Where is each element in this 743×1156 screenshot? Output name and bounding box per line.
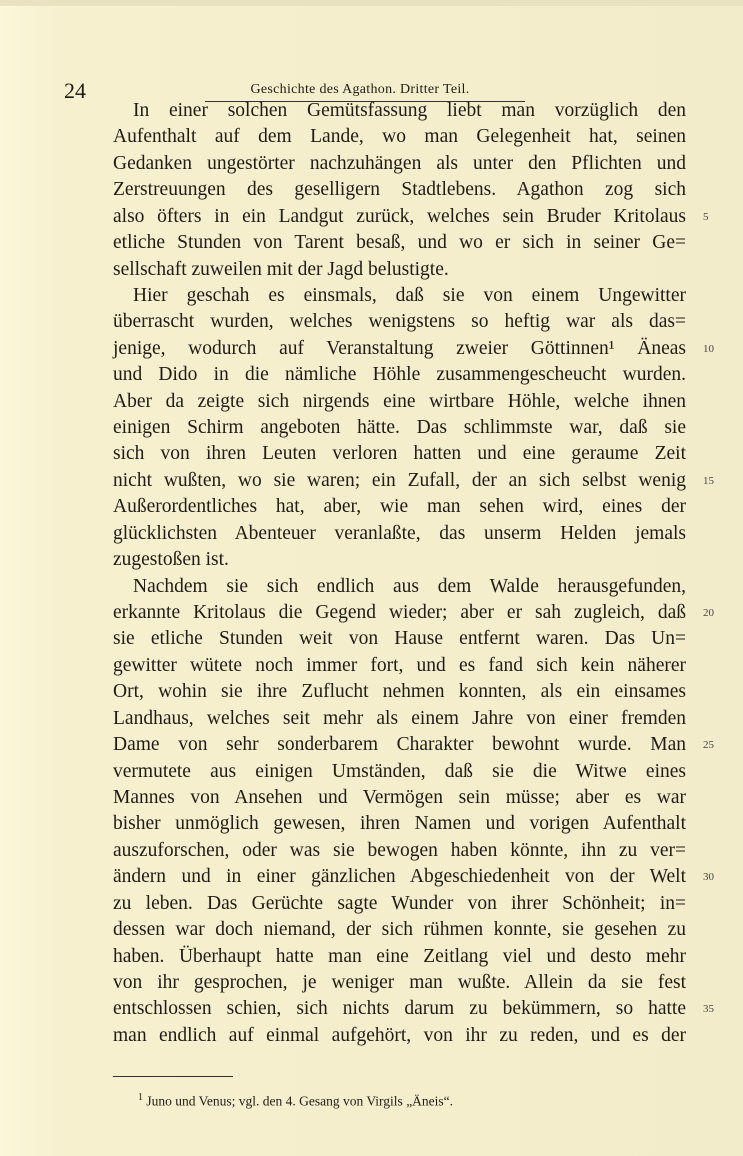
text-line (113, 944, 686, 970)
text-line (113, 653, 686, 679)
text-line (113, 811, 686, 837)
text-line (113, 547, 686, 573)
text-line (113, 679, 686, 705)
line-text: jenige, wodurch auf Veranstaltung zweier Göttinnen¹ Äneas (113, 337, 686, 359)
text-line (113, 970, 686, 996)
line-text: vermutete aus einigen Umständen, daß sie die Witwe eines (113, 760, 686, 782)
text-line (113, 1023, 686, 1049)
text-line (113, 257, 686, 283)
text-line (113, 309, 686, 335)
line-text: Außerordentliches hat, aber, wie man sehen wird, eines der (113, 496, 686, 518)
text-line (113, 362, 686, 388)
footnote (138, 1092, 453, 1110)
line-number: 25 (703, 739, 714, 752)
line-text: glücklichsten Abenteuer veranlaßte, das unserm Helden jemals (113, 522, 686, 544)
text-line (113, 494, 686, 520)
line-text: einigen Schirm angeboten hätte. Das schlimmste war, daß sie (113, 417, 686, 439)
text-line (113, 626, 686, 652)
footnote-rule (113, 1076, 233, 1077)
page-top-edge (0, 0, 743, 6)
text-line (113, 441, 686, 467)
text-line (113, 124, 686, 150)
line-text: also öfters in ein Landgut zurück, welches sein Bruder Kritolaus (113, 205, 686, 227)
text-line (113, 151, 686, 177)
text-line (113, 838, 686, 864)
line-number: 15 (703, 474, 714, 487)
text-line (113, 98, 686, 124)
line-text: sie etliche Stunden weit von Hause entfernt waren. Das Un= (113, 628, 686, 650)
line-text: Nachdem sie sich endlich aus dem Walde herausgefunden, (133, 575, 686, 597)
text-line (113, 230, 686, 256)
line-number: 30 (703, 871, 714, 884)
line-text: Hier geschah es einsmals, daß sie von einem Ungewitter (133, 284, 686, 306)
line-number: 35 (703, 1003, 714, 1016)
line-text: nicht wußten, wo sie waren; ein Zufall, der an sich selbst wenig (113, 469, 686, 491)
text-line (113, 759, 686, 785)
line-number: 10 (703, 342, 714, 355)
line-text: haben. Überhaupt hatte man eine Zeitlang viel und desto mehr (113, 945, 686, 967)
text-line (113, 785, 686, 811)
text-line (113, 283, 686, 309)
line-text: sellschaft zuweilen mit der Jagd belustigte. (113, 258, 449, 280)
line-text: Landhaus, welches seit mehr als einem Jahre von einer fremden (113, 707, 686, 729)
text-line (113, 468, 714, 494)
text-line (113, 891, 686, 917)
line-text: In einer solchen Gemütsfassung liebt man vorzüglich den (133, 100, 686, 121)
body-text (113, 98, 714, 1049)
line-text: gewitter wütete noch immer fort, und es fand sich kein näherer (113, 654, 686, 676)
text-line (113, 996, 714, 1022)
text-line (113, 415, 686, 441)
footnote-marker: 1 (138, 1092, 143, 1103)
text-line (113, 204, 709, 230)
line-text: erkannte Kritolaus die Gegend wieder; aber er sah zugleich, daß (113, 602, 686, 624)
line-text: man endlich auf einmal aufgehört, von ihr zu reden, und es der (113, 1024, 686, 1046)
text-line (113, 600, 714, 626)
page-number: 24 (64, 78, 86, 103)
line-number: 5 (703, 210, 709, 223)
text-line (113, 389, 686, 415)
text-line (113, 864, 714, 890)
text-line (113, 574, 686, 600)
running-title: Geschichte des Agathon. Dritter Teil. (250, 82, 470, 97)
line-text: bisher unmöglich gewesen, ihren Namen und vorigen Aufenthalt (113, 813, 686, 835)
footnote-text: Juno und Venus; vgl. den 4. Gesang von Virgils „Äneis“. (146, 1093, 454, 1109)
text-line (113, 177, 686, 203)
line-text: ändern und in einer gänzlichen Abgeschiedenheit von der Welt (113, 866, 686, 888)
line-text: dessen war doch niemand, der sich rühmen konnte, sie gesehen zu (113, 919, 686, 941)
line-text: Gedanken ungestörter nachzuhängen als unter den Pflichten und (113, 152, 686, 174)
line-text: entschlossen schien, sich nichts darum zu bekümmern, so hatte (113, 998, 686, 1020)
line-text: Mannes von Ansehen und Vermögen sein müsse; aber es war (113, 786, 686, 808)
line-text: zu leben. Das Gerüchte sagte Wunder von ihrer Schönheit; in= (113, 892, 686, 914)
text-line (113, 336, 714, 362)
line-text: Ort, wohin sie ihre Zuflucht nehmen konnten, als ein einsames (113, 681, 686, 703)
line-text: Aufenthalt auf dem Lande, wo man Gelegenheit hat, seinen (113, 126, 686, 148)
line-text: von ihr gesprochen, je weniger man wußte. Allein da sie fest (113, 971, 686, 993)
line-text: etliche Stunden von Tarent besaß, und wo er sich in seiner Ge= (113, 232, 686, 254)
text-line (113, 732, 714, 758)
line-text: und Dido in die nämliche Höhle zusammengescheucht wurden. (113, 364, 686, 386)
text-line (113, 917, 686, 943)
line-text: auszuforschen, oder was sie bewogen haben könnte, ihn zu ver= (113, 839, 686, 861)
line-text: Zerstreuungen des geselligern Stadtlebens. Agathon zog sich (113, 179, 686, 201)
line-text: sich von ihren Leuten verloren hatten und eine geraume Zeit (113, 443, 686, 465)
text-line (113, 706, 686, 732)
line-text: Dame von sehr sonderbarem Charakter bewohnt wurde. Man (113, 734, 686, 756)
line-text: zugestoßen ist. (113, 549, 229, 571)
line-text: Aber da zeigte sich nirgends eine wirtbare Höhle, welche ihnen (113, 390, 686, 412)
text-line (113, 521, 686, 547)
line-text: überrascht wurden, welches wenigstens so heftig war als das= (113, 311, 686, 333)
line-number: 20 (703, 607, 714, 620)
